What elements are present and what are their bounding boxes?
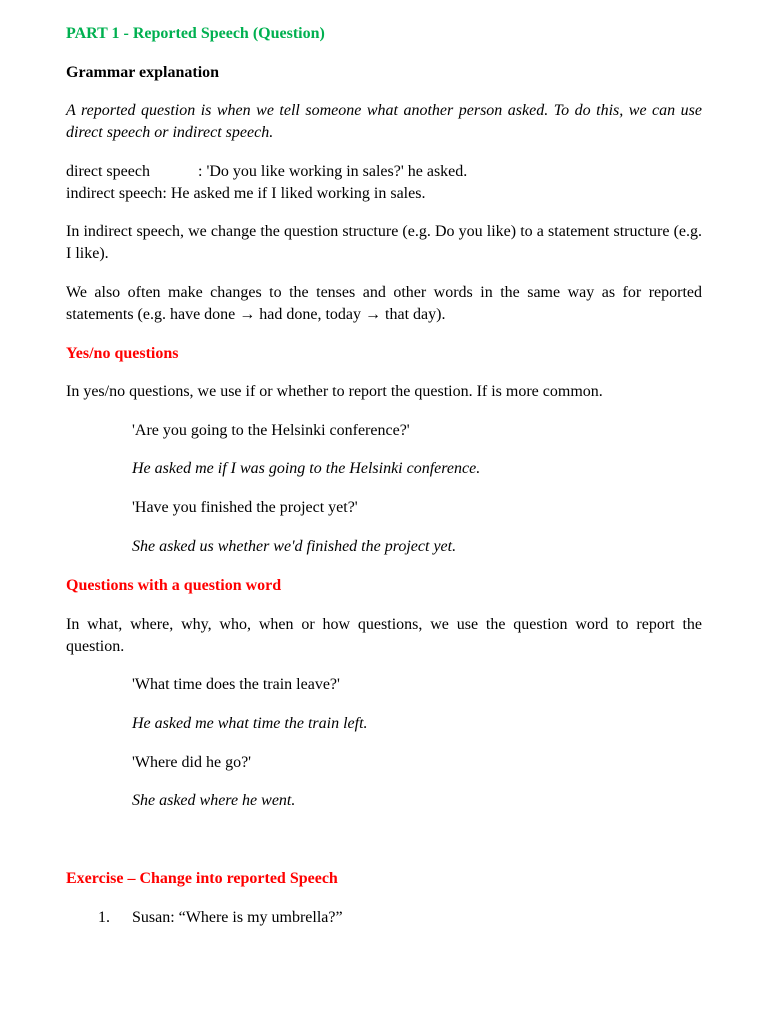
exercise-item <box>66 907 343 929</box>
exercise-item-number: 1. <box>98 909 110 926</box>
tenses-paragraph: We also often make changes to the tenses and other words in the same way as for reported statements (e.g. have done → had done, today → that day). <box>66 284 702 323</box>
intro-paragraph: A reported question is when we tell someone what another person asked. To do this, we can use direct speech or indirect speech. <box>66 102 702 141</box>
yes-no-heading: Yes/no questions <box>66 345 179 362</box>
yes-no-reported-example-1: He asked me if I was going to the Helsinki conference. <box>132 460 481 477</box>
direct-speech-line <box>66 161 467 183</box>
indirect-speech-text: He asked me if I liked working in sales. <box>166 185 426 202</box>
yes-no-reported-example-2: She asked us whether we'd finished the project yet. <box>132 538 457 555</box>
yes-no-explanation: In yes/no questions, we use if or whether to report the question. If is more common. <box>66 383 603 400</box>
yes-no-direct-example-1: 'Are you going to the Helsinki conference?' <box>132 422 410 439</box>
grammar-heading: Grammar explanation <box>66 64 220 81</box>
question-word-explanation: In what, where, why, who, when or how questions, we use the question word to report the question. <box>66 616 702 655</box>
yes-no-direct-example-2: 'Have you finished the project yet?' <box>132 499 358 516</box>
exercise-heading: Exercise – Change into reported Speech <box>66 870 338 887</box>
question-word-direct-example-2: 'Where did he go?' <box>132 754 252 771</box>
structure-paragraph: In indirect speech, we change the question structure (e.g. Do you like) to a statement structure (e.g. I like). <box>66 223 702 262</box>
page-title: PART 1 - Reported Speech (Question) <box>66 25 325 42</box>
question-word-reported-example-2: She asked where he went. <box>132 792 296 809</box>
exercise-item-text: Susan: “Where is my umbrella?” <box>132 909 343 926</box>
indirect-speech-label: indirect speech: <box>66 185 167 202</box>
question-word-reported-example-1: He asked me what time the train left. <box>132 715 368 732</box>
question-word-heading: Questions with a question word <box>66 577 282 594</box>
question-word-direct-example-1: 'What time does the train leave?' <box>132 676 340 693</box>
direct-speech-text: : 'Do you like working in sales?' he asked. <box>198 163 468 180</box>
indirect-speech-line <box>66 183 425 205</box>
direct-speech-label: direct speech <box>66 163 150 180</box>
